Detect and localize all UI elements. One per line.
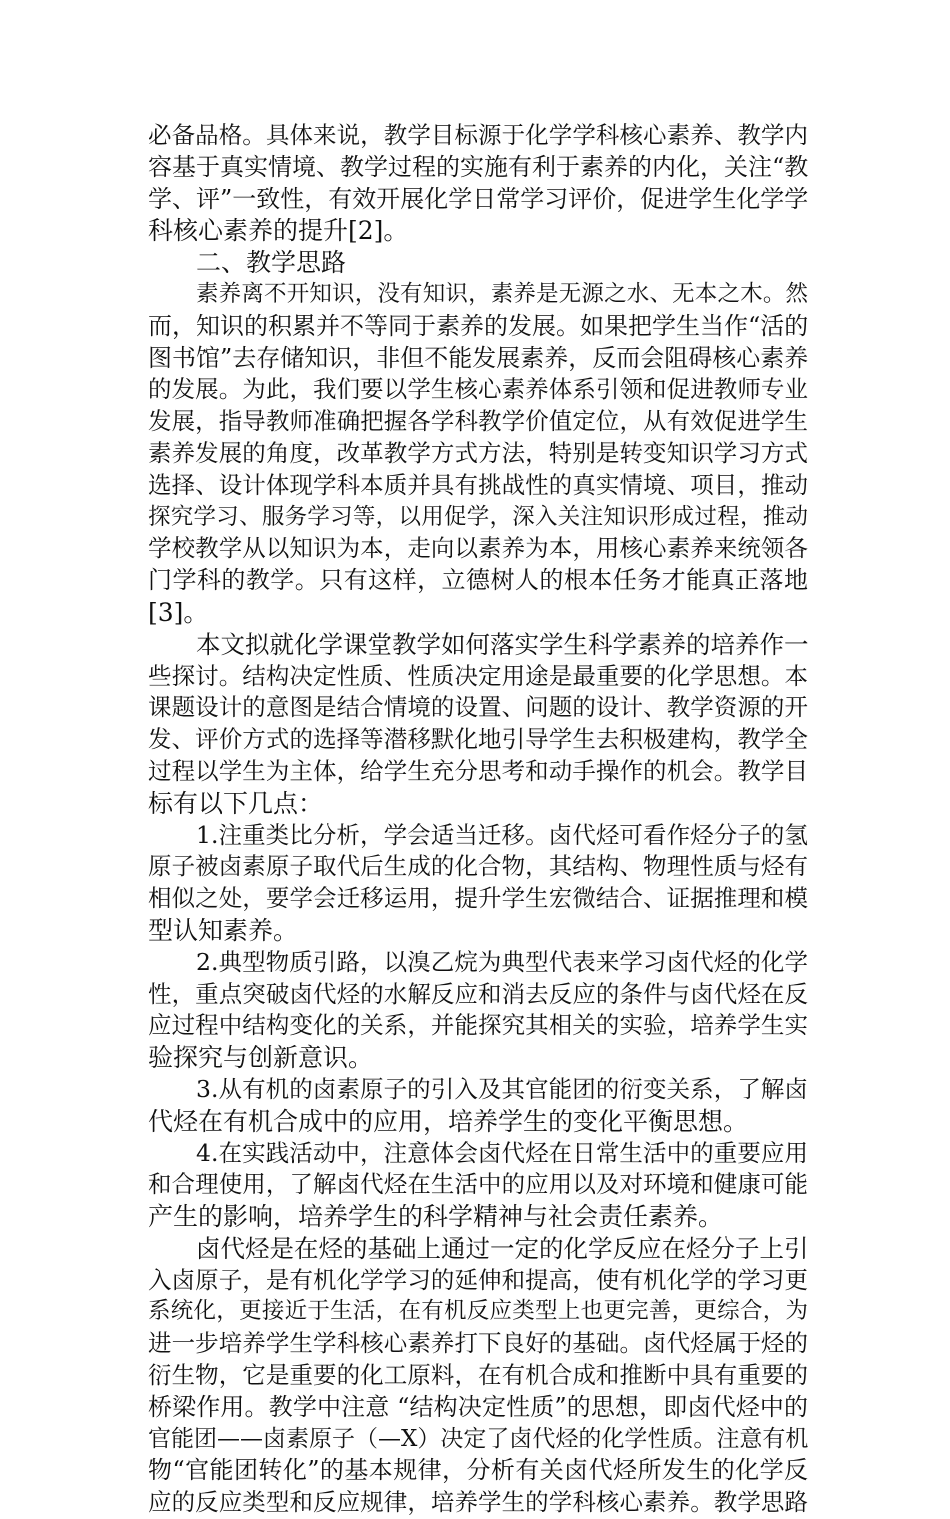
body-text — [148, 120, 808, 1519]
text-line: 二、教学思路 — [196, 248, 347, 278]
text-line: 容基于真实情境、教学过程的实施有利于素养的内化，关注“教 — [148, 152, 809, 181]
text-line: 素养发展的角度，改革教学方式方法，特别是转变知识学习方式 — [148, 438, 808, 467]
text-line: 发、评价方式的选择等潜移默化地引导学生去积极建构，教学全 — [148, 725, 808, 754]
text-line: 课题设计的意图是结合情境的设置、问题的设计、教学资源的开 — [148, 693, 808, 722]
text-line: 选择、设计体现学科本质并具有挑战性的真实情境、项目，推动 — [148, 470, 808, 499]
text-line: 桥梁作用。教学中注意 “结构决定性质”的思想，即卤代烃中的 — [148, 1392, 808, 1421]
text-line: 验探究与创新意识。 — [148, 1043, 374, 1073]
text-line: 门学科的教学。只有这样，立德树人的根本任务才能真正落地 — [148, 566, 808, 595]
text-line: 探究学习、服务学习等，以用促学，深入关注知识形成过程，推动 — [148, 503, 808, 530]
text-line: 科核心素养的提升[2]。 — [148, 216, 409, 246]
text-line: 过程以学生为主体，给学生充分思考和动手操作的机会。教学目 — [148, 756, 808, 785]
text-line: 官能团——卤素原子（—X）决定了卤代烃的化学性质。注意有机 — [148, 1425, 809, 1452]
text-line: 而，知识的积累并不等同于素养的发展。如果把学生当作“活的 — [148, 311, 809, 340]
text-line: 系统化，更接近于生活，在有机反应类型上也更完善，更综合，为 — [148, 1298, 808, 1325]
text-line: 3.从有机的卤素原子的引入及其官能团的衍变关系，了解卤 — [196, 1074, 808, 1103]
text-line: 发展，指导教师准确把握各学科教学价值定位，从有效促进学生 — [148, 407, 808, 436]
text-line: 和合理使用，了解卤代烃在生活中的应用以及对环境和健康可能 — [148, 1170, 808, 1199]
text-line: 学、评”一致性，有效开展化学日常学习评价，促进学生化学学 — [148, 184, 809, 213]
text-line: 物“官能团转化”的基本规律，分析有关卤代烃所发生的化学反 — [148, 1456, 808, 1485]
text-line: 图书馆”去存储知识，非但不能发展素养，反而会阻碍核心素养 — [148, 343, 809, 372]
text-line: 素养离不开知识，没有知识，素养是无源之水、无本之木。然 — [196, 280, 808, 307]
text-line: 代烃在有机合成中的应用，培养学生的变化平衡思想。 — [148, 1106, 749, 1136]
text-line: [3]。 — [148, 597, 209, 627]
text-line: 入卤原子，是有机化学学习的延伸和提高，使有机化学的学习更 — [148, 1265, 808, 1294]
text-line: 卤代烃是在烃的基础上通过一定的化学反应在烃分子上引 — [196, 1233, 809, 1263]
text-line: 应的反应类型和反应规律，培养学生的学科核心素养。教学思路 — [148, 1488, 808, 1517]
text-line: 本文拟就化学课堂教学如何落实学生科学素养的培养作一 — [196, 629, 809, 659]
text-line: 2.典型物质引路，以溴乙烷为典型代表来学习卤代烃的化学 — [196, 947, 808, 976]
text-line: 标有以下几点： — [148, 788, 324, 818]
text-line: 相似之处，要学会迁移运用，提升学生宏微结合、证据推理和模 — [148, 884, 808, 913]
text-line: 型认知素养。 — [148, 915, 299, 945]
text-line: 原子被卤素原子取代后生成的化合物，其结构、物理性质与烃有 — [148, 852, 808, 881]
text-line: 应过程中结构变化的关系，并能探究其相关的实验，培养学生实 — [148, 1011, 808, 1040]
text-line: 些探讨。结构决定性质、性质决定用途是最重要的化学思想。本 — [148, 661, 808, 690]
text-line: 性，重点突破卤代烃的水解反应和消去反应的条件与卤代烃在反 — [148, 979, 808, 1008]
text-line: 产生的影响，培养学生的科学精神与社会责任素养。 — [148, 1202, 724, 1232]
text-line: 学校教学从以知识为本，走向以素养为本，用核心素养来统领各 — [148, 534, 808, 563]
text-line: 必备品格。具体来说，教学目标源于化学学科核心素养、教学内 — [148, 121, 808, 149]
text-line: 进一步培养学生学科核心素养打下良好的基础。卤代烃属于烃的 — [148, 1329, 808, 1358]
text-line: 衍生物，它是重要的化工原料，在有机合成和推断中具有重要的 — [148, 1361, 808, 1390]
text-line: 4.在实践活动中，注意体会卤代烃在日常生活中的重要应用 — [196, 1138, 808, 1167]
text-line: 的发展。为此，我们要以学生核心素养体系引领和促进教师专业 — [148, 375, 808, 404]
text-line: 1.注重类比分析，学会适当迁移。卤代烃可看作烃分子的氢 — [196, 820, 808, 849]
